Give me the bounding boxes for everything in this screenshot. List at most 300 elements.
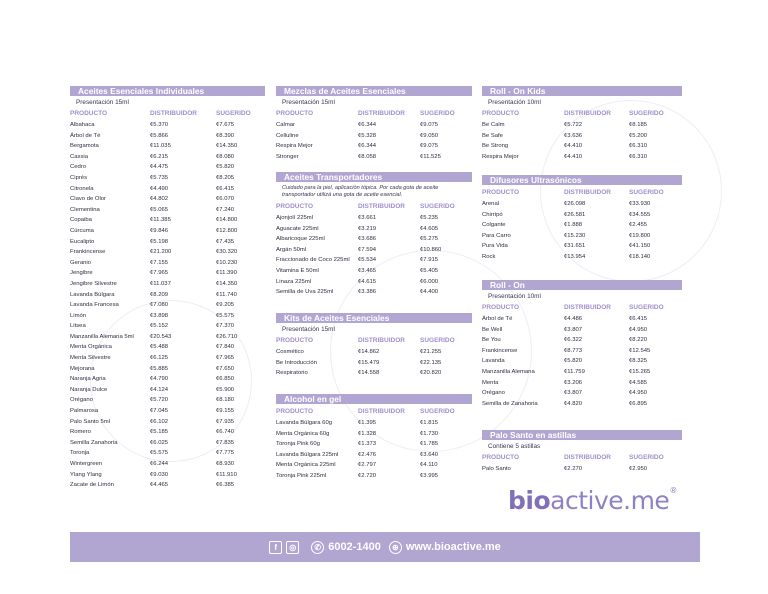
product-name: Cedro: [70, 164, 87, 171]
product-name: Arenal: [482, 201, 500, 207]
section-title: Kits de Aceites Esenciales: [276, 313, 472, 323]
header-sugerido: SUGERIDO: [629, 454, 664, 461]
section-mezclas: [276, 86, 472, 162]
product-name: Bergamota: [70, 143, 99, 150]
distributor-price: ¢5.735: [150, 174, 169, 181]
product-name: Menta Orgánica 60g: [276, 430, 330, 437]
distributor-price: ¢3.219: [358, 225, 377, 232]
table-row: [276, 418, 472, 429]
suggested-price: ¢6.385: [216, 482, 235, 489]
distributor-price: ¢6.344: [358, 143, 377, 150]
suggested-price: ¢14.350: [216, 280, 238, 287]
table-row: [70, 395, 265, 406]
suggested-price: ¢14.350: [216, 143, 238, 150]
distributor-price: ¢4.790: [150, 376, 169, 383]
product-name: Lavanda Búlgara 60g: [276, 420, 333, 426]
table-row: [70, 353, 265, 364]
section-subtitle: Presentación 10ml: [488, 99, 541, 106]
suggested-price: ¢30.320: [216, 249, 238, 256]
distributor-price: ¢4.465: [150, 482, 169, 489]
header-producto: PRODUCTO: [482, 454, 520, 461]
section-title: Difusores Ultrasónicos: [482, 175, 682, 185]
product-name: Colgante: [482, 222, 506, 229]
product-name: Geranio: [70, 259, 91, 266]
suggested-price: ¢6.070: [216, 196, 235, 203]
distributor-price: ¢3.661: [358, 215, 377, 221]
product-name: Manzanilla Alemana 5ml: [70, 333, 134, 340]
distributor-price: ¢5.575: [150, 450, 169, 457]
product-name: Naranja Dulce: [70, 386, 108, 393]
header-sugerido: SUGERIDO: [629, 110, 664, 117]
section-title: Alcohol en gel: [276, 394, 472, 404]
distributor-price: ¢11.759: [564, 368, 585, 375]
product-name: Árbol de Té: [70, 132, 101, 139]
product-name: Menta Orgánica: [70, 344, 112, 351]
suggested-price: ¢6.415: [216, 185, 235, 192]
section-palo-santo: [482, 430, 682, 475]
section-subtitle: Presentación 15ml: [282, 326, 335, 333]
table-row: [70, 120, 265, 131]
table-row: [70, 311, 265, 322]
table-row: [482, 378, 682, 389]
distributor-price: ¢2.476: [358, 451, 377, 458]
product-name: Copaiba: [70, 217, 92, 224]
table-row: [276, 429, 472, 440]
section-note: Cuidado para la piel, aplicación tópica. Por cada gota de aceite transportador utilizá una gota de aceite esencial.: [282, 185, 439, 198]
header-producto: PRODUCTO: [482, 304, 520, 311]
product-name: Semilla de Uva 225ml: [276, 289, 334, 296]
product-name: Palo Santo: [482, 466, 511, 472]
suggested-price: ¢4.110: [420, 462, 438, 469]
product-name: Toronja Pink 225ml: [276, 472, 327, 479]
product-name: Palmarosa: [70, 408, 99, 415]
distributor-price: ¢8.209: [150, 291, 169, 298]
table-row: [70, 173, 265, 184]
suggested-price: ¢11.390: [216, 270, 237, 277]
distributor-price: ¢6.344: [358, 122, 377, 128]
distributor-price: ¢7.594: [358, 246, 377, 253]
distributor-price: ¢1.888: [564, 222, 583, 229]
table-row: [276, 152, 472, 163]
product-name: Lavanda Francesa: [70, 302, 119, 309]
table-header: [482, 189, 682, 196]
logo-rest: active.me: [550, 486, 670, 515]
suggested-price: ¢7.965: [216, 355, 235, 362]
suggested-price: ¢14.800: [216, 217, 238, 224]
distributor-price: ¢26.581: [564, 211, 586, 218]
product-name: Linaza 225ml: [276, 278, 312, 285]
table-header: [482, 304, 682, 311]
table-row: [482, 356, 682, 367]
suggested-price: ¢7.915: [420, 257, 439, 264]
distributor-price: ¢7.155: [150, 259, 169, 266]
distributor-price: ¢31.651: [564, 243, 586, 250]
product-name: Menta: [482, 379, 499, 386]
product-name: Cosmético: [276, 349, 304, 355]
product-name: Be Calm: [482, 122, 505, 128]
product-name: Limón: [70, 312, 87, 319]
distributor-price: ¢6.125: [150, 355, 169, 362]
distributor-price: ¢3.386: [358, 289, 377, 296]
table-row: [70, 417, 265, 428]
table-row: [276, 287, 472, 298]
distributor-price: ¢4.124: [150, 386, 169, 393]
suggested-price: ¢34.555: [629, 211, 651, 218]
suggested-price: ¢4.400: [420, 289, 439, 296]
product-name: Albahaca: [70, 122, 95, 128]
product-name: Lavanda: [482, 358, 505, 365]
distributor-price: ¢4.802: [150, 196, 169, 203]
table-row: [482, 464, 682, 475]
distributor-price: ¢4.410: [564, 153, 583, 160]
suggested-price: ¢8.220: [629, 337, 648, 344]
product-name: Clementina: [70, 206, 100, 213]
section-title: Palo Santo en astillas: [482, 430, 682, 440]
product-name: Pura Vida: [482, 243, 508, 250]
table-row: [482, 399, 682, 410]
product-name: Orégano: [70, 397, 93, 404]
suggested-price: ¢8.205: [216, 174, 235, 181]
suggested-price: ¢6.310: [629, 143, 648, 150]
product-name: Semilla de Zanahoria: [482, 400, 538, 407]
product-name: Rock: [482, 253, 496, 260]
suggested-price: ¢7.840: [216, 344, 235, 351]
table-row: [482, 252, 682, 263]
distributor-price: ¢1.373: [358, 441, 377, 448]
distributor-price: ¢2.720: [358, 472, 377, 479]
table-row: [276, 471, 472, 482]
distributor-price: ¢5.534: [358, 257, 377, 264]
suggested-price: ¢3.995: [420, 472, 439, 479]
section-difusores: [482, 175, 682, 263]
table-row: [70, 470, 265, 481]
distributor-price: ¢20.543: [150, 333, 172, 340]
section-title: Aceites Transportadores: [276, 172, 472, 182]
product-name: Frankincense: [482, 347, 518, 354]
distributor-price: ¢5.370: [150, 122, 169, 128]
table-row: [482, 199, 682, 210]
distributor-price: ¢7.080: [150, 302, 169, 309]
header-producto: PRODUCTO: [276, 203, 314, 210]
table-row: [70, 459, 265, 470]
table-row: [276, 255, 472, 266]
table-header: [70, 110, 265, 117]
product-name: Chirripó: [482, 211, 503, 218]
table-row: [482, 314, 682, 325]
suggested-price: ¢5.575: [216, 312, 235, 319]
distributor-price: ¢13.954: [564, 253, 586, 260]
footer-bar: [70, 532, 700, 562]
product-name: Toronja: [70, 450, 90, 457]
table-header: [482, 110, 682, 117]
suggested-price: ¢1.815: [420, 420, 439, 426]
table-row: [482, 152, 682, 163]
suggested-price: ¢6.310: [629, 153, 648, 160]
suggested-price: ¢8.390: [216, 132, 235, 139]
product-name: Naranja Agria: [70, 376, 106, 383]
section-title: Roll - On Kids: [482, 86, 682, 96]
product-name: Ciprés: [70, 174, 88, 181]
suggested-price: ¢8.080: [216, 153, 235, 160]
header-distribuidor: DISTRIBUIDOR: [564, 110, 611, 117]
distributor-price: ¢3.686: [358, 236, 377, 243]
table-row: [276, 234, 472, 245]
suggested-price: ¢21.255: [420, 349, 442, 355]
suggested-price: ¢6.415: [629, 316, 648, 322]
table-row: [276, 450, 472, 461]
section-title: Aceites Esenciales Individuales: [70, 86, 265, 96]
product-name: Citronela: [70, 185, 94, 192]
table-row: [482, 367, 682, 378]
whatsapp-icon: ✆: [311, 541, 324, 554]
footer-phone: 6002-1400: [328, 541, 381, 553]
table-row: [70, 247, 265, 258]
product-name: Vitamina E 50ml: [276, 267, 319, 274]
table-row: [482, 325, 682, 336]
header-sugerido: SUGERIDO: [629, 304, 664, 311]
table-row: [70, 162, 265, 173]
header-producto: PRODUCTO: [276, 110, 314, 117]
distributor-price: ¢6.025: [150, 439, 169, 446]
distributor-price: ¢3.206: [564, 379, 583, 386]
product-name: Eucalipto: [70, 238, 95, 245]
product-name: Lavanda Búlgara 225ml: [276, 451, 339, 458]
table-row: [276, 131, 472, 142]
suggested-price: ¢5.820: [216, 164, 235, 171]
table-row: [70, 141, 265, 152]
distributor-price: ¢11.037: [150, 280, 171, 287]
distributor-price: ¢11.385: [150, 217, 171, 224]
table-row: [70, 480, 265, 491]
distributor-price: ¢4.486: [564, 316, 583, 322]
distributor-price: ¢9.846: [150, 227, 169, 234]
product-name: Jengibre: [70, 270, 93, 277]
product-name: Aguacate 225ml: [276, 225, 319, 232]
product-name: Respira Mejor: [482, 153, 519, 160]
distributor-price: ¢3.807: [564, 390, 583, 397]
section-subtitle: Presentación 15ml: [282, 99, 335, 106]
suggested-price: ¢9.075: [420, 143, 439, 150]
section-individuales: [70, 86, 265, 491]
product-name: Albaricoque 225ml: [276, 236, 325, 243]
table-row: [276, 266, 472, 277]
header-distribuidor: DISTRIBUIDOR: [358, 408, 405, 415]
suggested-price: ¢7.650: [216, 365, 235, 372]
distributor-price: ¢4.475: [150, 164, 169, 171]
section-title: Mezclas de Aceites Esenciales: [276, 86, 472, 96]
header-producto: PRODUCTO: [482, 110, 520, 117]
table-row: [482, 120, 682, 131]
product-name: Semilla Zanahoria: [70, 439, 118, 446]
table-row: [276, 439, 472, 450]
header-distribuidor: DISTRIBUIDOR: [358, 203, 405, 210]
logo-bio: bio: [508, 486, 551, 515]
table-row: [482, 131, 682, 142]
table-row: [482, 388, 682, 399]
suggested-price: ¢5.900: [216, 386, 235, 393]
product-name: Be You: [482, 337, 501, 344]
table-row: [70, 374, 265, 385]
distributor-price: ¢4.490: [150, 185, 169, 192]
product-name: Menta Silvestre: [70, 355, 111, 362]
suggested-price: ¢4.605: [420, 225, 439, 232]
product-name: Be Safe: [482, 132, 503, 139]
table-header: [482, 454, 682, 461]
table-row: [70, 406, 265, 417]
table-row: [70, 427, 265, 438]
section-subtitle: Contiene 5 astillas: [488, 443, 541, 450]
table-row: [482, 241, 682, 252]
suggested-price: ¢2.950: [629, 466, 648, 472]
distributor-price: ¢1.395: [358, 420, 377, 426]
suggested-price: ¢12.800: [216, 227, 238, 234]
distributor-price: ¢4.410: [564, 143, 583, 150]
suggested-price: ¢4.585: [629, 379, 648, 386]
suggested-price: ¢5.235: [420, 215, 439, 221]
suggested-price: ¢7.675: [216, 122, 235, 128]
table-row: [276, 213, 472, 224]
product-name: Stronger: [276, 153, 299, 160]
product-name: Respira Mejor: [276, 143, 313, 150]
product-name: Be Introducción: [276, 359, 317, 366]
suggested-price: ¢10.230: [216, 259, 238, 266]
table-row: [70, 194, 265, 205]
suggested-price: ¢8.930: [216, 461, 235, 467]
product-name: Menta Orgánica 225ml: [276, 462, 336, 469]
product-name: Be Well: [482, 326, 503, 333]
table-row: [70, 237, 265, 248]
product-name: Cassia: [70, 153, 89, 160]
header-distribuidor: DISTRIBUIDOR: [358, 337, 405, 344]
distributor-price: ¢5.722: [564, 122, 583, 128]
table-row: [70, 226, 265, 237]
table-row: [70, 385, 265, 396]
distributor-price: ¢6.102: [150, 418, 169, 425]
table-row: [70, 290, 265, 301]
product-name: Palo Santo 5ml: [70, 418, 110, 425]
suggested-price: ¢1.730: [420, 430, 439, 437]
header-sugerido: SUGERIDO: [420, 110, 455, 117]
distributor-price: ¢2.797: [358, 462, 377, 469]
table-row: [482, 210, 682, 221]
table-row: [482, 141, 682, 152]
suggested-price: ¢9.155: [216, 408, 235, 415]
distributor-price: ¢5.488: [150, 344, 169, 351]
instagram-icon[interactable]: ◎: [286, 541, 299, 554]
section-alcohol: [276, 394, 472, 482]
suggested-price: ¢20.820: [420, 370, 442, 377]
suggested-price: ¢5.275: [420, 236, 439, 243]
header-distribuidor: DISTRIBUIDOR: [564, 189, 611, 196]
suggested-price: ¢1.785: [420, 441, 439, 448]
table-header: [276, 110, 472, 117]
suggested-price: ¢7.835: [216, 439, 235, 446]
table-row: [276, 358, 472, 369]
table-row: [70, 268, 265, 279]
distributor-price: ¢4.615: [358, 278, 377, 285]
distributor-price: ¢15.230: [564, 232, 586, 239]
distributor-price: ¢5.198: [150, 238, 169, 245]
table-row: [70, 321, 265, 332]
distributor-price: ¢26.098: [564, 201, 586, 207]
suggested-price: ¢5.405: [420, 267, 439, 274]
table-row: [70, 300, 265, 311]
header-sugerido: SUGERIDO: [420, 408, 455, 415]
suggested-price: ¢5.200: [629, 132, 648, 139]
product-name: Zacate de Limón: [70, 482, 114, 489]
table-header: [276, 203, 472, 210]
section-roll-on: [482, 280, 682, 409]
product-name: Frankincense: [70, 249, 106, 256]
table-row: [482, 335, 682, 346]
distributor-price: ¢3.465: [358, 267, 377, 274]
product-name: Litsea: [70, 323, 86, 330]
table-row: [70, 364, 265, 375]
product-name: Clavo de Olor: [70, 196, 107, 203]
header-producto: PRODUCTO: [276, 337, 314, 344]
suggested-price: ¢19.800: [629, 232, 651, 239]
table-row: [482, 231, 682, 242]
distributor-price: ¢4.820: [564, 400, 583, 407]
suggested-price: ¢8.325: [629, 358, 648, 365]
distributor-price: ¢21.200: [150, 249, 172, 256]
product-name: Calmar: [276, 122, 295, 128]
table-row: [70, 184, 265, 195]
distributor-price: ¢14.558: [358, 370, 380, 377]
logo-registered: ®: [669, 486, 677, 495]
product-name: Fraccionado de Coco 225ml: [276, 257, 350, 264]
table-row: [70, 205, 265, 216]
table-row: [70, 342, 265, 353]
header-sugerido: SUGERIDO: [629, 189, 664, 196]
product-name: Para Carro: [482, 232, 511, 239]
table-row: [482, 346, 682, 357]
table-row: [70, 279, 265, 290]
header-distribuidor: DISTRIBUIDOR: [358, 110, 405, 117]
product-name: Romero: [70, 429, 91, 436]
section-title: Roll - On: [482, 280, 682, 290]
section-subtitle: Presentación 15ml: [76, 99, 129, 106]
suggested-price: ¢7.935: [216, 418, 235, 425]
distributor-price: ¢5.866: [150, 132, 169, 139]
suggested-price: ¢7.435: [216, 238, 235, 245]
suggested-price: ¢2.455: [629, 222, 648, 229]
distributor-price: ¢5.328: [358, 132, 377, 139]
table-row: [70, 215, 265, 226]
facebook-icon[interactable]: f: [269, 541, 282, 554]
table-row: [276, 245, 472, 256]
suggested-price: ¢7.775: [216, 450, 235, 457]
product-name: Be Strong: [482, 143, 509, 150]
table-row: [70, 258, 265, 269]
suggested-price: ¢4.950: [629, 326, 648, 333]
suggested-price: ¢7.370: [216, 323, 235, 330]
product-name: Toronja Pink 60g: [276, 441, 320, 448]
table-row: [276, 347, 472, 358]
table-row: [276, 141, 472, 152]
product-name: Ylang Ylang: [70, 471, 102, 478]
table-row: [70, 448, 265, 459]
distributor-price: ¢3.636: [564, 132, 583, 139]
table-row: [276, 460, 472, 471]
footer-website[interactable]: www.bioactive.me: [405, 541, 501, 553]
header-distribuidor: DISTRIBUIDOR: [564, 304, 611, 311]
table-row: [276, 224, 472, 235]
suggested-price: ¢9.050: [420, 132, 439, 139]
table-row: [276, 120, 472, 131]
header-sugerido: SUGERIDO: [420, 203, 455, 210]
suggested-price: ¢8.185: [629, 122, 648, 128]
